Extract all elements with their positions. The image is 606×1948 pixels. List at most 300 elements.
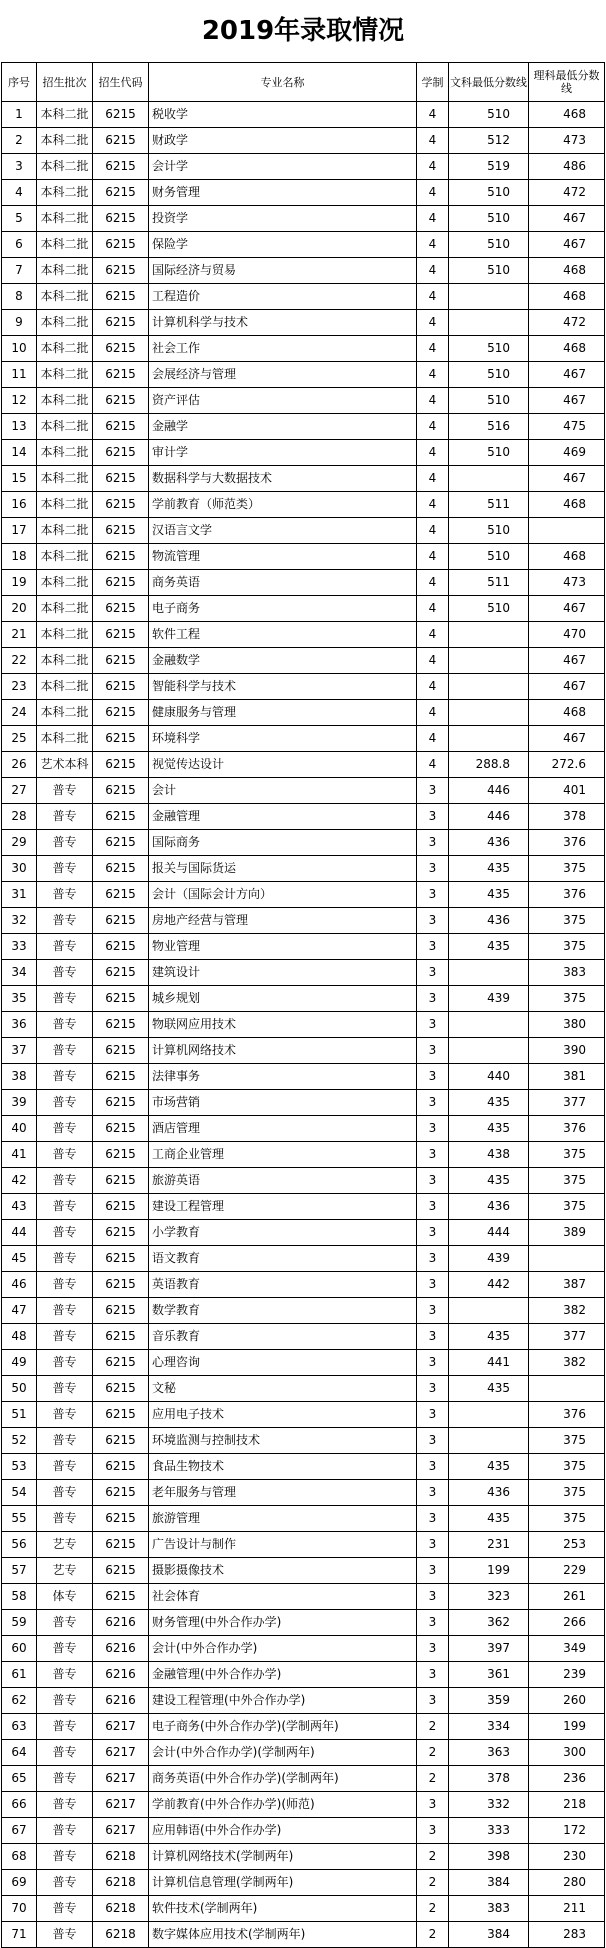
cell-code: 6215 xyxy=(93,466,149,492)
cell-seq: 43 xyxy=(2,1194,37,1220)
table-row xyxy=(2,440,605,466)
table-row xyxy=(2,570,605,596)
table-row xyxy=(2,1064,605,1090)
table-row xyxy=(2,1688,605,1714)
cell-major: 小学教育 xyxy=(149,1220,417,1246)
cell-seq: 37 xyxy=(2,1038,37,1064)
cell-arts: 510 xyxy=(449,180,529,206)
cell-arts: 199 xyxy=(449,1558,529,1584)
cell-seq: 60 xyxy=(2,1636,37,1662)
cell-arts xyxy=(449,960,529,986)
cell-seq: 42 xyxy=(2,1168,37,1194)
cell-code: 6215 xyxy=(93,336,149,362)
cell-years: 4 xyxy=(417,310,449,336)
cell-years: 3 xyxy=(417,1636,449,1662)
cell-years: 3 xyxy=(417,1194,449,1220)
cell-code: 6215 xyxy=(93,856,149,882)
cell-major: 心理咨询 xyxy=(149,1350,417,1376)
cell-science: 401 xyxy=(529,778,605,804)
cell-major: 社会体育 xyxy=(149,1584,417,1610)
cell-seq: 33 xyxy=(2,934,37,960)
cell-code: 6215 xyxy=(93,128,149,154)
cell-science: 472 xyxy=(529,180,605,206)
cell-years: 3 xyxy=(417,1350,449,1376)
cell-arts: 384 xyxy=(449,1870,529,1896)
cell-science: 378 xyxy=(529,804,605,830)
cell-code: 6216 xyxy=(93,1636,149,1662)
cell-code: 6215 xyxy=(93,1506,149,1532)
cell-seq: 32 xyxy=(2,908,37,934)
cell-major: 英语教育 xyxy=(149,1272,417,1298)
cell-years: 4 xyxy=(417,544,449,570)
header-years: 学制 xyxy=(417,63,449,102)
table-row xyxy=(2,1454,605,1480)
table-row xyxy=(2,466,605,492)
cell-batch: 本科二批 xyxy=(37,206,93,232)
cell-years: 4 xyxy=(417,336,449,362)
cell-major: 财政学 xyxy=(149,128,417,154)
cell-batch: 普专 xyxy=(37,1090,93,1116)
cell-years: 4 xyxy=(417,648,449,674)
cell-batch: 普专 xyxy=(37,1324,93,1350)
cell-seq: 45 xyxy=(2,1246,37,1272)
cell-arts xyxy=(449,700,529,726)
cell-seq: 31 xyxy=(2,882,37,908)
cell-seq: 47 xyxy=(2,1298,37,1324)
cell-major: 物流管理 xyxy=(149,544,417,570)
cell-seq: 21 xyxy=(2,622,37,648)
header-major: 专业名称 xyxy=(149,63,417,102)
cell-arts: 435 xyxy=(449,856,529,882)
table-row xyxy=(2,1584,605,1610)
cell-batch: 本科二批 xyxy=(37,154,93,180)
table-row xyxy=(2,1558,605,1584)
table-row xyxy=(2,856,605,882)
table-row xyxy=(2,1844,605,1870)
cell-science: 375 xyxy=(529,1506,605,1532)
cell-major: 旅游管理 xyxy=(149,1506,417,1532)
cell-major: 财务管理 xyxy=(149,180,417,206)
header-row xyxy=(2,63,605,102)
cell-science: 468 xyxy=(529,284,605,310)
cell-seq: 52 xyxy=(2,1428,37,1454)
cell-batch: 普专 xyxy=(37,1038,93,1064)
cell-major: 食品生物技术 xyxy=(149,1454,417,1480)
cell-arts xyxy=(449,1038,529,1064)
table-row xyxy=(2,1818,605,1844)
cell-years: 4 xyxy=(417,102,449,128)
cell-seq: 2 xyxy=(2,128,37,154)
cell-seq: 8 xyxy=(2,284,37,310)
cell-years: 4 xyxy=(417,362,449,388)
cell-major: 文秘 xyxy=(149,1376,417,1402)
cell-science: 349 xyxy=(529,1636,605,1662)
cell-seq: 19 xyxy=(2,570,37,596)
cell-years: 3 xyxy=(417,986,449,1012)
cell-code: 6218 xyxy=(93,1870,149,1896)
cell-batch: 本科二批 xyxy=(37,414,93,440)
cell-years: 3 xyxy=(417,882,449,908)
cell-seq: 29 xyxy=(2,830,37,856)
cell-science: 467 xyxy=(529,362,605,388)
cell-years: 2 xyxy=(417,1922,449,1948)
cell-seq: 64 xyxy=(2,1740,37,1766)
cell-science: 375 xyxy=(529,934,605,960)
header-batch: 招生批次 xyxy=(37,63,93,102)
table-row xyxy=(2,648,605,674)
cell-arts: 446 xyxy=(449,778,529,804)
table-row xyxy=(2,206,605,232)
cell-years: 3 xyxy=(417,1246,449,1272)
cell-batch: 普专 xyxy=(37,1844,93,1870)
cell-arts: 439 xyxy=(449,1246,529,1272)
cell-seq: 34 xyxy=(2,960,37,986)
cell-batch: 普专 xyxy=(37,1714,93,1740)
table-row xyxy=(2,700,605,726)
cell-code: 6215 xyxy=(93,206,149,232)
cell-arts: 510 xyxy=(449,544,529,570)
cell-code: 6215 xyxy=(93,596,149,622)
cell-arts: 435 xyxy=(449,1116,529,1142)
cell-batch: 普专 xyxy=(37,986,93,1012)
cell-batch: 普专 xyxy=(37,1870,93,1896)
cell-seq: 68 xyxy=(2,1844,37,1870)
cell-arts: 333 xyxy=(449,1818,529,1844)
cell-years: 4 xyxy=(417,700,449,726)
cell-seq: 11 xyxy=(2,362,37,388)
cell-major: 应用韩语(中外合作办学) xyxy=(149,1818,417,1844)
cell-seq: 5 xyxy=(2,206,37,232)
table-row xyxy=(2,1220,605,1246)
cell-batch: 本科二批 xyxy=(37,284,93,310)
cell-arts: 231 xyxy=(449,1532,529,1558)
cell-years: 3 xyxy=(417,1090,449,1116)
table-row xyxy=(2,986,605,1012)
cell-arts: 510 xyxy=(449,518,529,544)
cell-science: 229 xyxy=(529,1558,605,1584)
table-row xyxy=(2,154,605,180)
table-row xyxy=(2,1012,605,1038)
cell-code: 6218 xyxy=(93,1922,149,1948)
cell-batch: 普专 xyxy=(37,1454,93,1480)
cell-code: 6217 xyxy=(93,1714,149,1740)
cell-arts xyxy=(449,284,529,310)
table-row xyxy=(2,830,605,856)
cell-code: 6215 xyxy=(93,570,149,596)
table-row xyxy=(2,1168,605,1194)
cell-major: 物业管理 xyxy=(149,934,417,960)
cell-major: 建筑设计 xyxy=(149,960,417,986)
cell-arts: 398 xyxy=(449,1844,529,1870)
cell-years: 3 xyxy=(417,1142,449,1168)
cell-major: 音乐教育 xyxy=(149,1324,417,1350)
cell-science: 380 xyxy=(529,1012,605,1038)
cell-arts: 435 xyxy=(449,1090,529,1116)
cell-batch: 普专 xyxy=(37,1428,93,1454)
cell-major: 酒店管理 xyxy=(149,1116,417,1142)
cell-major: 汉语言文学 xyxy=(149,518,417,544)
cell-arts: 435 xyxy=(449,1454,529,1480)
cell-years: 3 xyxy=(417,1402,449,1428)
cell-arts xyxy=(449,1428,529,1454)
cell-major: 财务管理(中外合作办学) xyxy=(149,1610,417,1636)
cell-years: 3 xyxy=(417,1558,449,1584)
cell-seq: 54 xyxy=(2,1480,37,1506)
cell-years: 4 xyxy=(417,518,449,544)
cell-years: 3 xyxy=(417,1012,449,1038)
cell-code: 6215 xyxy=(93,674,149,700)
cell-batch: 普专 xyxy=(37,1818,93,1844)
cell-batch: 普专 xyxy=(37,1272,93,1298)
table-row xyxy=(2,1376,605,1402)
cell-code: 6215 xyxy=(93,1454,149,1480)
cell-arts: 519 xyxy=(449,154,529,180)
cell-seq: 48 xyxy=(2,1324,37,1350)
cell-years: 4 xyxy=(417,596,449,622)
cell-years: 3 xyxy=(417,1038,449,1064)
cell-years: 4 xyxy=(417,726,449,752)
cell-seq: 51 xyxy=(2,1402,37,1428)
cell-arts xyxy=(449,674,529,700)
cell-arts: 510 xyxy=(449,596,529,622)
cell-code: 6215 xyxy=(93,232,149,258)
header-arts: 文科最低分数线 xyxy=(449,63,529,102)
cell-code: 6215 xyxy=(93,1220,149,1246)
cell-arts: 440 xyxy=(449,1064,529,1090)
cell-years: 3 xyxy=(417,1792,449,1818)
cell-batch: 普专 xyxy=(37,1116,93,1142)
cell-batch: 普专 xyxy=(37,960,93,986)
table-row xyxy=(2,414,605,440)
table-row xyxy=(2,1922,605,1948)
cell-years: 2 xyxy=(417,1714,449,1740)
cell-code: 6215 xyxy=(93,492,149,518)
cell-science: 467 xyxy=(529,466,605,492)
page-title: 2019年录取情况 xyxy=(201,16,405,46)
cell-major: 旅游英语 xyxy=(149,1168,417,1194)
cell-batch: 普专 xyxy=(37,1298,93,1324)
cell-science: 377 xyxy=(529,1090,605,1116)
cell-arts: 436 xyxy=(449,830,529,856)
cell-seq: 27 xyxy=(2,778,37,804)
cell-major: 会计(中外合作办学) xyxy=(149,1636,417,1662)
cell-code: 6215 xyxy=(93,362,149,388)
table-row xyxy=(2,1506,605,1532)
cell-code: 6216 xyxy=(93,1610,149,1636)
cell-batch: 普专 xyxy=(37,1246,93,1272)
table-row xyxy=(2,1740,605,1766)
cell-major: 建设工程管理 xyxy=(149,1194,417,1220)
cell-science: 467 xyxy=(529,206,605,232)
cell-code: 6215 xyxy=(93,388,149,414)
cell-arts: 323 xyxy=(449,1584,529,1610)
cell-batch: 艺专 xyxy=(37,1532,93,1558)
cell-years: 2 xyxy=(417,1844,449,1870)
cell-batch: 体专 xyxy=(37,1584,93,1610)
cell-code: 6217 xyxy=(93,1740,149,1766)
cell-science: 172 xyxy=(529,1818,605,1844)
cell-batch: 普专 xyxy=(37,1220,93,1246)
cell-science: 389 xyxy=(529,1220,605,1246)
cell-major: 工商企业管理 xyxy=(149,1142,417,1168)
cell-science: 375 xyxy=(529,1168,605,1194)
cell-arts: 438 xyxy=(449,1142,529,1168)
cell-code: 6215 xyxy=(93,1558,149,1584)
table-row xyxy=(2,934,605,960)
cell-code: 6215 xyxy=(93,752,149,778)
cell-seq: 13 xyxy=(2,414,37,440)
cell-seq: 46 xyxy=(2,1272,37,1298)
cell-years: 3 xyxy=(417,1168,449,1194)
cell-code: 6217 xyxy=(93,1766,149,1792)
cell-batch: 普专 xyxy=(37,1480,93,1506)
cell-code: 6215 xyxy=(93,1584,149,1610)
cell-science: 473 xyxy=(529,570,605,596)
cell-years: 3 xyxy=(417,1662,449,1688)
cell-years: 4 xyxy=(417,466,449,492)
cell-code: 6215 xyxy=(93,518,149,544)
cell-major: 会计学 xyxy=(149,154,417,180)
cell-code: 6215 xyxy=(93,1402,149,1428)
cell-code: 6215 xyxy=(93,622,149,648)
cell-major: 计算机网络技术 xyxy=(149,1038,417,1064)
cell-batch: 本科二批 xyxy=(37,388,93,414)
cell-major: 工程造价 xyxy=(149,284,417,310)
table-row xyxy=(2,1142,605,1168)
cell-seq: 39 xyxy=(2,1090,37,1116)
cell-science: 467 xyxy=(529,388,605,414)
cell-science: 236 xyxy=(529,1766,605,1792)
cell-code: 6218 xyxy=(93,1896,149,1922)
cell-years: 4 xyxy=(417,570,449,596)
cell-seq: 18 xyxy=(2,544,37,570)
table-row xyxy=(2,180,605,206)
cell-code: 6215 xyxy=(93,1064,149,1090)
cell-batch: 普专 xyxy=(37,1350,93,1376)
cell-batch: 普专 xyxy=(37,1662,93,1688)
cell-years: 3 xyxy=(417,1584,449,1610)
cell-code: 6215 xyxy=(93,544,149,570)
cell-arts: 435 xyxy=(449,934,529,960)
cell-batch: 普专 xyxy=(37,1896,93,1922)
cell-years: 3 xyxy=(417,1298,449,1324)
cell-major: 电子商务(中外合作办学)(学制两年) xyxy=(149,1714,417,1740)
cell-major: 摄影摄像技术 xyxy=(149,1558,417,1584)
cell-years: 3 xyxy=(417,804,449,830)
cell-science: 467 xyxy=(529,596,605,622)
cell-code: 6215 xyxy=(93,778,149,804)
cell-batch: 普专 xyxy=(37,934,93,960)
table-row xyxy=(2,1636,605,1662)
cell-major: 市场营销 xyxy=(149,1090,417,1116)
cell-science: 470 xyxy=(529,622,605,648)
cell-major: 审计学 xyxy=(149,440,417,466)
cell-arts: 510 xyxy=(449,336,529,362)
table-row xyxy=(2,1480,605,1506)
cell-seq: 59 xyxy=(2,1610,37,1636)
table-row xyxy=(2,1428,605,1454)
cell-years: 3 xyxy=(417,1610,449,1636)
cell-arts xyxy=(449,1402,529,1428)
cell-code: 6215 xyxy=(93,1428,149,1454)
table-row xyxy=(2,882,605,908)
cell-major: 健康服务与管理 xyxy=(149,700,417,726)
cell-science: 376 xyxy=(529,1402,605,1428)
cell-seq: 56 xyxy=(2,1532,37,1558)
cell-years: 2 xyxy=(417,1766,449,1792)
cell-seq: 50 xyxy=(2,1376,37,1402)
cell-arts xyxy=(449,1012,529,1038)
table-row xyxy=(2,1298,605,1324)
cell-code: 6216 xyxy=(93,1662,149,1688)
cell-science: 382 xyxy=(529,1298,605,1324)
cell-batch: 艺专 xyxy=(37,1558,93,1584)
cell-years: 3 xyxy=(417,934,449,960)
cell-major: 视觉传达设计 xyxy=(149,752,417,778)
cell-science: 468 xyxy=(529,336,605,362)
cell-arts: 383 xyxy=(449,1896,529,1922)
cell-years: 3 xyxy=(417,1324,449,1350)
cell-arts: 334 xyxy=(449,1714,529,1740)
cell-arts xyxy=(449,466,529,492)
cell-arts: 384 xyxy=(449,1922,529,1948)
cell-science: 381 xyxy=(529,1064,605,1090)
admission-table xyxy=(1,62,605,1948)
cell-years: 3 xyxy=(417,1506,449,1532)
header-code: 招生代码 xyxy=(93,63,149,102)
cell-seq: 6 xyxy=(2,232,37,258)
cell-batch: 普专 xyxy=(37,1740,93,1766)
cell-years: 3 xyxy=(417,1532,449,1558)
cell-seq: 70 xyxy=(2,1896,37,1922)
cell-major: 环境科学 xyxy=(149,726,417,752)
table-row xyxy=(2,752,605,778)
cell-major: 社会工作 xyxy=(149,336,417,362)
cell-batch: 本科二批 xyxy=(37,102,93,128)
cell-batch: 普专 xyxy=(37,908,93,934)
cell-batch: 本科二批 xyxy=(37,492,93,518)
cell-seq: 25 xyxy=(2,726,37,752)
cell-science: 376 xyxy=(529,882,605,908)
cell-science: 382 xyxy=(529,1350,605,1376)
cell-science: 387 xyxy=(529,1272,605,1298)
header-science: 理科最低分数线 xyxy=(529,63,605,102)
table-row xyxy=(2,1246,605,1272)
cell-major: 资产评估 xyxy=(149,388,417,414)
cell-seq: 57 xyxy=(2,1558,37,1584)
cell-seq: 26 xyxy=(2,752,37,778)
cell-arts: 510 xyxy=(449,258,529,284)
cell-code: 6215 xyxy=(93,726,149,752)
cell-arts: 288.8 xyxy=(449,752,529,778)
cell-major: 广告设计与制作 xyxy=(149,1532,417,1558)
cell-science: 375 xyxy=(529,1142,605,1168)
cell-arts: 510 xyxy=(449,232,529,258)
cell-batch: 普专 xyxy=(37,1688,93,1714)
cell-arts: 512 xyxy=(449,128,529,154)
cell-seq: 22 xyxy=(2,648,37,674)
cell-years: 4 xyxy=(417,206,449,232)
cell-arts: 439 xyxy=(449,986,529,1012)
cell-science: 239 xyxy=(529,1662,605,1688)
cell-batch: 普专 xyxy=(37,778,93,804)
cell-major: 软件技术(学制两年) xyxy=(149,1896,417,1922)
table-row xyxy=(2,336,605,362)
cell-code: 6215 xyxy=(93,1376,149,1402)
cell-batch: 普专 xyxy=(37,1194,93,1220)
table-row xyxy=(2,804,605,830)
table-row xyxy=(2,492,605,518)
